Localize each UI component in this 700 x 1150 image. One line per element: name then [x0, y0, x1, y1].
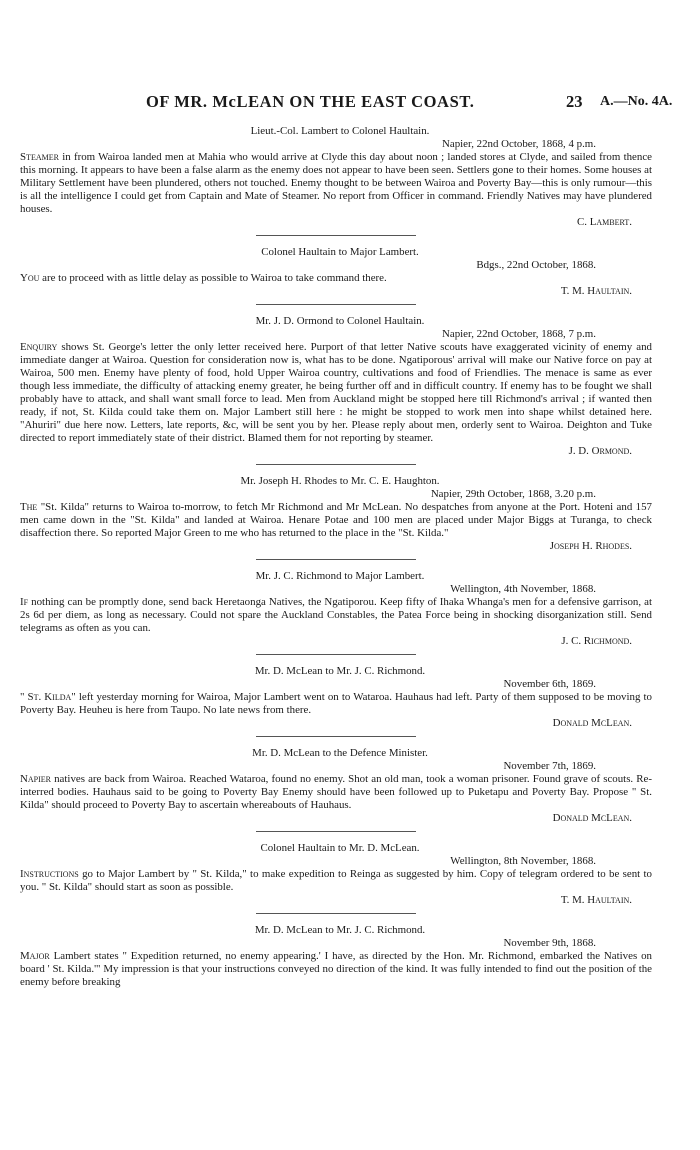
telegram-heading: Lieut.-Col. Lambert to Colonel Haultain.	[250, 125, 430, 137]
telegram-entry	[20, 125, 652, 236]
telegram-dateline: Napier, 22nd October, 1868, 4 p.m.	[442, 138, 596, 150]
separator-rule	[256, 559, 416, 560]
separator-rule	[256, 736, 416, 737]
telegram-dateline: Napier, 22nd October, 1868, 7 p.m.	[442, 328, 596, 340]
page-number: 23	[566, 92, 583, 111]
telegram-signature: Donald McLean.	[552, 812, 632, 824]
telegram-signature: T. M. Haultain.	[560, 285, 632, 297]
telegram-lead-word: Steamer	[20, 151, 59, 163]
telegram-signature: Donald McLean.	[552, 717, 632, 729]
telegram-dateline: November 9th, 1868.	[503, 937, 596, 949]
separator-rule	[256, 304, 416, 305]
telegram-entry	[20, 665, 652, 737]
telegram-body	[20, 272, 652, 285]
telegram-body	[20, 596, 652, 635]
telegram-signature: C. Lambert.	[577, 216, 632, 228]
telegram-text: natives are back from Wairoa. Reached Wataroa, found no enemy. Shot an old man, took a woman prisoner. Found grave of scouts. Re-interred bodies. Hauhaus said to be going to Poverty Bay Enemy should have been followed up to Puketapu and Poverty Bay. Propose " St. Kilda" should proceed to Poverty Bay to ascertain whereabouts of Hauhaus.	[20, 773, 652, 811]
page-title: OF MR. McLEAN ON THE EAST COAST.	[146, 92, 475, 111]
telegram-dateline: Napier, 29th October, 1868, 3.20 p.m.	[430, 488, 596, 500]
telegram-heading: Colonel Haultain to Major Lambert.	[261, 246, 419, 258]
telegram-text: in from Wairoa landed men at Mahia who would arrive at Clyde this day about noon ; landed stores at Clyde, and sailed from thence this morning. It appears to have been a false alarm as the enemy does not appear to have been seen. Settlers gone to their homes. Some houses at Military Settlement have been plundered, others not touched. Enemy thought to be between Wairoa and Poverty Bay—this is only rumour—this is all the intelligence I could get from Captain and Mate of Steamer. No report from Officer in command. Friendly Natives may have plundered houses.	[20, 151, 652, 215]
telegram-heading: Colonel Haultain to Mr. D. McLean.	[260, 842, 420, 854]
telegram-entry	[20, 570, 652, 655]
separator-rule	[256, 831, 416, 832]
separator-rule	[256, 235, 416, 236]
telegram-text: are to proceed with as little delay as possible to Wairoa to take command there.	[42, 272, 387, 284]
separator-rule	[256, 913, 416, 914]
telegram-dateline: Bdgs., 22nd October, 1868.	[476, 259, 596, 271]
telegram-dateline: November 6th, 1869.	[503, 678, 596, 690]
telegram-signature: Joseph H. Rhodes.	[549, 540, 632, 552]
telegram-lead-word: Major	[20, 950, 50, 962]
telegram-text: nothing can be promptly done, send back Heretaonga Natives, the Ngatiporou. Keep fifty of Ihaka Whanga's men for a defensive garrison, at 2s 6d per diem, as long as necessary. Could not spare the Auckland Constables, the Patea Force being in shocking disorganization still. Send telegrams as often as you can.	[20, 596, 652, 634]
telegram-heading: Mr. D. McLean to the Defence Minister.	[252, 747, 428, 759]
telegram-heading: Mr. Joseph H. Rhodes to Mr. C. E. Haughton.	[240, 475, 440, 487]
separator-rule	[256, 654, 416, 655]
telegram-dateline: Wellington, 8th November, 1868.	[450, 855, 596, 867]
telegram-entry	[20, 315, 652, 465]
telegram-lead-word: Napier	[20, 773, 51, 785]
separator-rule	[256, 464, 416, 465]
telegram-text: left yesterday morning for Wairoa, Major Lambert went on to Wataroa. Hauhaus had left. Party of them supposed to be moving to Poverty Bay. Heuheu is here from Taupo. No late news from there.	[20, 691, 652, 716]
telegram-signature: T. M. Haultain.	[560, 894, 632, 906]
telegram-lead-word: If	[20, 596, 29, 608]
telegram-body	[20, 341, 652, 445]
telegram-entry	[20, 924, 652, 989]
telegram-dateline: Wellington, 4th November, 1868.	[450, 583, 596, 595]
telegram-text: Lambert states " Expedition returned, no enemy appearing.' I have, as directed by the Hon. Mr. Richmond, embarked the Natives on board ' St. Kilda.'" My impression is that your instructions conveyed no direction of the kind. It was fully intended to find out the position of the enemy before breaking	[20, 950, 652, 988]
telegram-heading: Mr. J. C. Richmond to Major Lambert.	[255, 570, 425, 582]
telegram-entry	[20, 246, 652, 305]
telegram-body	[20, 868, 652, 894]
telegram-heading: Mr. J. D. Ormond to Colonel Haultain.	[255, 315, 425, 327]
telegram-dateline: November 7th, 1869.	[503, 760, 596, 772]
telegram-body	[20, 501, 652, 540]
telegram-heading: Mr. D. McLean to Mr. J. C. Richmond.	[254, 924, 426, 936]
telegram-entry	[20, 842, 652, 914]
telegram-body	[20, 773, 652, 812]
telegram-body	[20, 151, 652, 216]
telegram-body	[20, 950, 652, 989]
telegram-list	[20, 125, 652, 999]
document-series: A.—No. 4A.	[600, 94, 673, 109]
telegram-lead-word: The	[20, 501, 38, 513]
telegram-lead-word: " St. Kilda"	[20, 691, 76, 703]
telegram-heading: Mr. D. McLean to Mr. J. C. Richmond.	[254, 665, 426, 677]
telegram-signature: J. C. Richmond.	[561, 635, 632, 647]
telegram-text: shows St. George's letter the only letter received here. Purport of that letter Native scouts have exaggerated vicinity of enemy and immediate danger at Wairoa. Question for consideration now is, what has to be done. Ngatiporous' arrival will make our Native force on pay at Wairoa, 500 men. Enemy have plenty of food, hold Upper Wairoa country, cultivations and food of Friendlies. The menace is same as ever though less immediate, the difficulty of attacking enemy greater, he being further off and in difficult country. If enemy has to be fought we shall probably have to attack, and shall want small force to lead. Men from Auckland might be stopped here till Richmond's arrival ; if wanted then ready, if not, St. Kilda could take them on. Major Lambert still here : he might be stopped to work men into shape whilst detained here. "Ahuriri" due here now. Letters, late reports, &c, will be sent you by her. Please reply about men, orderly sent to Wairoa. Deighton and Tuke directed to report immediately state of their district. Blamed them for not reporting by steamer.	[20, 341, 652, 444]
telegram-lead-word: Enquiry	[20, 341, 58, 353]
telegram-text: "St. Kilda" returns to Wairoa to-morrow, to fetch Mr Richmond and Mr McLean. No despatches from anyone at the Port. Hoteni and 157 men came down in the "St. Kilda" and landed at Wairoa. Henare Potae and 100 men are placed under Major Biggs at Turanga, to check disaffection there. So reported Major Green to me who has returned to the place in the "St. Kilda."	[20, 501, 652, 539]
telegram-text: go to Major Lambert by " St. Kilda," to make expedition to Reinga as suggested by him. Copy of telegram ordered to be sent to you. " St. Kilda" should start as soon as possible.	[20, 868, 652, 893]
running-header	[0, 92, 700, 116]
telegram-lead-word: Instructions	[20, 868, 79, 880]
telegram-body	[20, 691, 652, 717]
telegram-entry	[20, 747, 652, 832]
telegram-signature: J. D. Ormond.	[568, 445, 632, 457]
telegram-entry	[20, 475, 652, 560]
telegram-lead-word: You	[20, 272, 40, 284]
